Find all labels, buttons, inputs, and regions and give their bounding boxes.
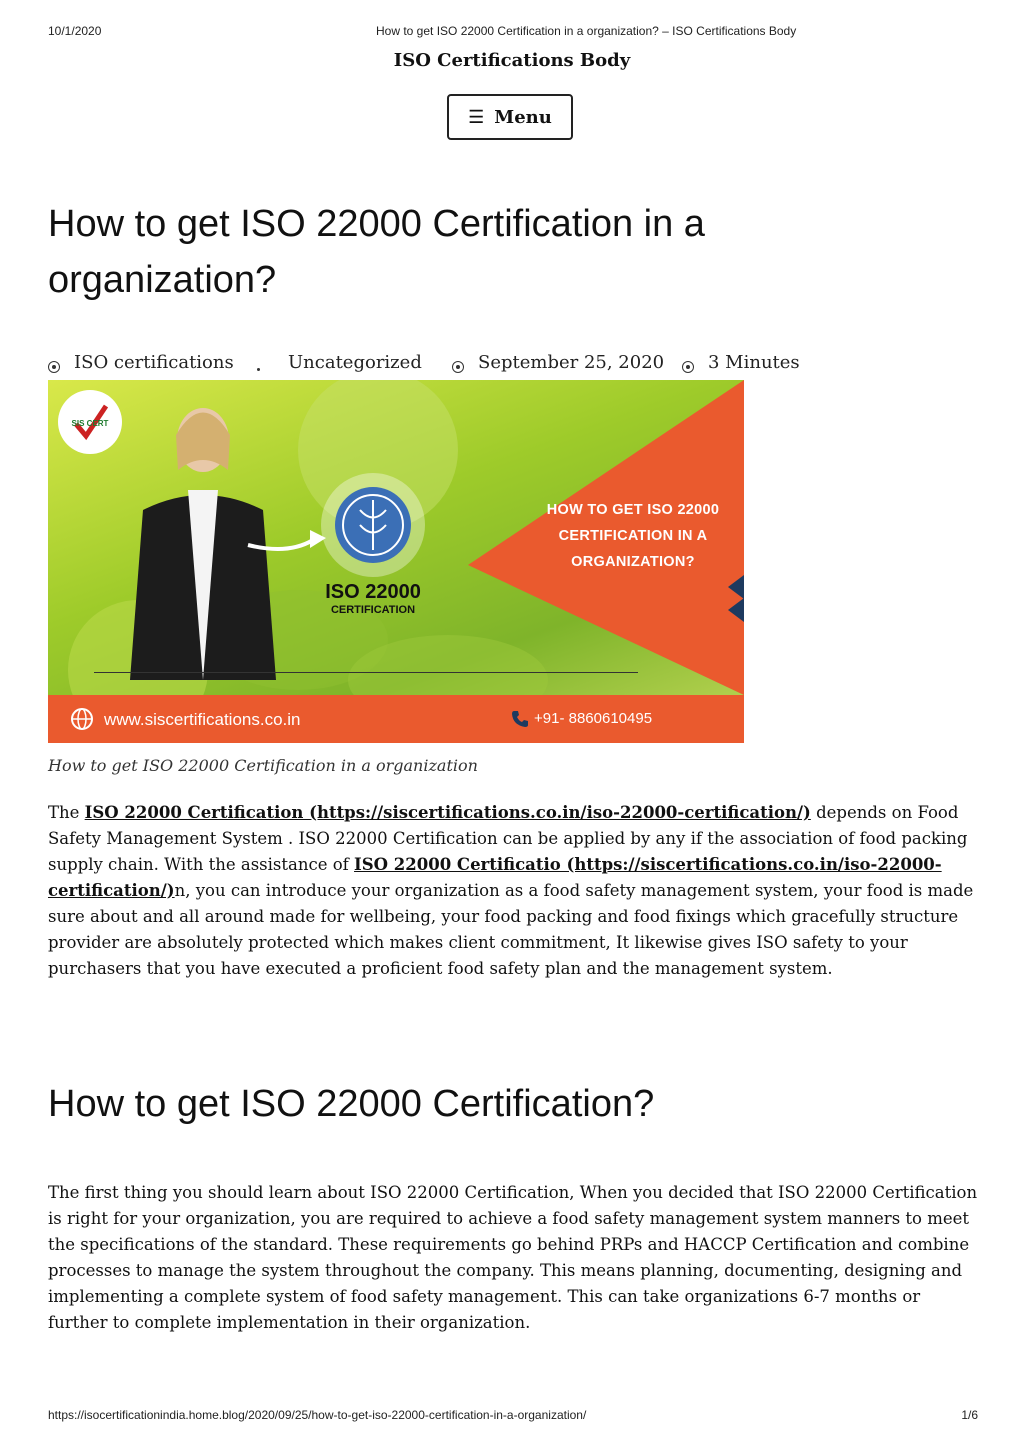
- iso-22000-link-2[interactable]: ISO 22000 Certificatio (https://siscertifications.co.in/iso-22000-certification/): [48, 855, 942, 900]
- text-run: n, you can introduce your organization as a food safety management system, your food is made sure about and all around made for wellbeing, your food packing and food fixings which gracefully structure provider are absolutely protected which makes client commitment, It likewise gives ISO safety to your purchasers that you have executed a proficient food safety plan and the management system.: [48, 881, 974, 978]
- paragraph-how-to: The first thing you should learn about ISO 22000 Certification, When you decided that ISO 22000 Certification is right for your organization, you are required to achieve a food safety management system manners to meet the specifications of the standard. These requirements go behind PRPs and HACCP Certification and combine processes to manage the system throughout the company. This means planning, documenting, designing and implementing a complete system of food safety management. This can take organizations 6-7 months or further to complete implementation in their organization.: [48, 1183, 978, 1332]
- section-heading: How to get ISO 22000 Certification?: [48, 1083, 655, 1125]
- badge-sub: CERTIFICATION: [330, 604, 416, 616]
- phone-text: +91- 8860610495: [534, 710, 653, 727]
- image-caption: How to get ISO 22000 Certification in a organization: [48, 756, 478, 775]
- meta-date-label: September 25, 2020: [478, 352, 665, 373]
- author-icon: [48, 361, 60, 373]
- logo-text: SIS CERT: [71, 419, 109, 428]
- print-date: 10/1/2020: [48, 24, 102, 38]
- banner-line: ORGANIZATION?: [571, 554, 695, 570]
- phone-icon: [510, 709, 530, 729]
- clock-icon: [682, 361, 694, 373]
- meta-read-time-label: 3 Minutes: [708, 352, 800, 373]
- menu-button[interactable]: [447, 94, 573, 140]
- post-meta: [48, 352, 848, 382]
- meta-category-label: Uncategorized: [288, 352, 422, 373]
- print-url: https://isocertificationindia.home.blog/2020/09/25/how-to-get-iso-22000-certification-in-a-organization/: [48, 1408, 587, 1422]
- hamburger-icon: ☰: [468, 106, 485, 128]
- text-run: depends on Food Safety Management System . ISO 22000 Certification can be applied by any if the association of food packing supply chain. With the assistance of: [48, 803, 968, 874]
- post-title: How to get ISO 22000 Certification in a organization?: [48, 203, 705, 301]
- iso-badge-label: [318, 580, 428, 616]
- banner-headline: [528, 497, 738, 575]
- iso-22000-link[interactable]: ISO 22000 Certification (https://siscertifications.co.in/iso-22000-certification/): [84, 803, 811, 822]
- print-page-title: How to get ISO 22000 Certification in a organization? – ISO Certifications Body: [376, 24, 797, 38]
- text-run: The: [48, 803, 85, 822]
- badge-title: ISO 22000: [325, 581, 421, 603]
- meta-author-label: ISO certifications: [74, 352, 234, 373]
- meta-date[interactable]: [452, 352, 664, 373]
- paragraph-intro: [48, 800, 978, 982]
- website-text: www.siscertifications.co.in: [104, 710, 301, 729]
- meta-author[interactable]: [48, 352, 234, 373]
- banner-line: HOW TO GET ISO 22000: [546, 502, 720, 518]
- category-icon: [257, 368, 260, 371]
- meta-category[interactable]: [288, 352, 422, 373]
- calendar-icon: [452, 361, 464, 373]
- banner-line: CERTIFICATION IN A: [558, 528, 708, 544]
- meta-read-time: [682, 352, 800, 373]
- menu-label: Menu: [494, 106, 552, 128]
- featured-image: [48, 380, 744, 743]
- image-divider: [94, 672, 638, 673]
- image-footer-bar: [48, 695, 744, 743]
- site-title[interactable]: ISO Certifications Body: [393, 50, 631, 71]
- print-page-number: 1/6: [961, 1408, 978, 1422]
- globe-icon: [70, 707, 94, 731]
